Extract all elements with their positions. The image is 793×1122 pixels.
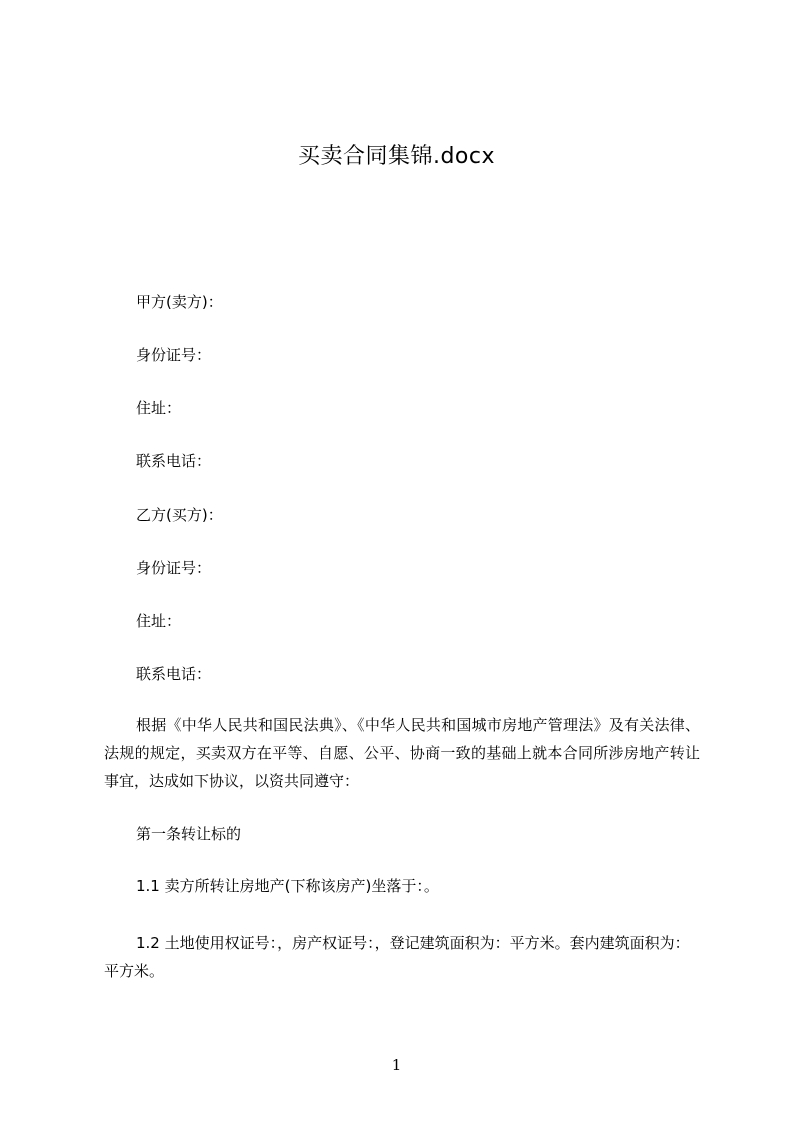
seller-address-field: 住址： (136, 399, 182, 417)
seller-id-field: 身份证号： (136, 346, 212, 364)
buyer-name-field: 乙方(买方)： (136, 506, 223, 524)
seller-name-field: 甲方(卖方)： (136, 293, 223, 311)
buyer-id-field: 身份证号： (136, 559, 212, 577)
clause-1-2: 1.2 土地使用权证号：，房产权证号：，登记建筑面积为：平方米。套内建筑面积为：平方米。 (104, 934, 690, 980)
document-title: 买卖合同集锦.docx (297, 144, 496, 169)
buyer-address-field: 住址： (136, 612, 182, 630)
page-number: 1 (391, 1056, 402, 1074)
clause-1-1: 1.1 卖方所转让房地产(下称该房产)坐落于：。 (136, 877, 439, 895)
article-1-heading: 第一条转让标的 (136, 825, 242, 843)
preamble-paragraph: 根据《中华人民共和国民法典》、《中华人民共和国城市房地产管理法》及有关法律、法规的规定，买卖双方在平等、自愿、公平、协商一致的基础上就本合同所涉房地产转让事宜，达成如下协议，以资共同遵守： (104, 716, 700, 790)
buyer-phone-field: 联系电话： (136, 665, 212, 683)
seller-phone-field: 联系电话： (136, 452, 212, 470)
